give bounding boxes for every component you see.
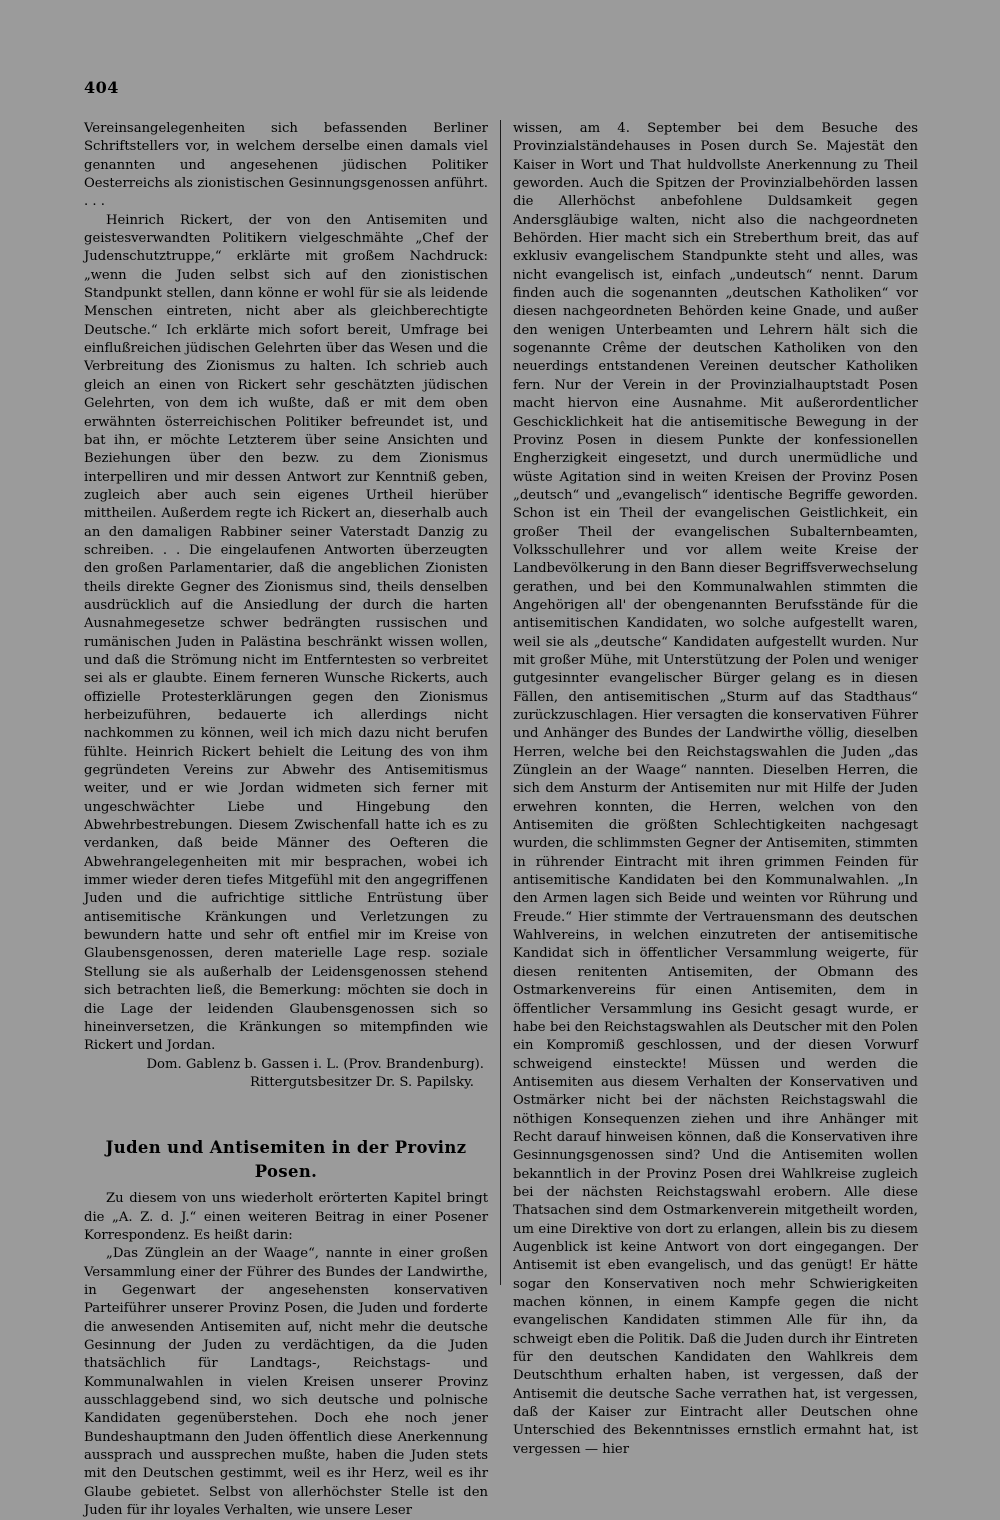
paragraph-rickert: Heinrich Rickert, der von den Antisemiten und geistesverwandten Politikern vielgeschmähte „Chef der Judenschutztruppe,“ erklärte mit großem Nachdruck: „wenn die Juden selbst sich auf den zionistischen Standpunkt stellen, dann könne er wohl für sie als leidende Menschen eintreten, nicht aber als gleichberechtigte Deutsche.“ Ich erklärte mich sofort bereit, Umfrage bei einflußreichen jüdischen Gelehrten über das Wesen und die Verbreitung des Zionismus zu halten. Ich schrieb auch gleich an einen von Rickert sehr geschätzten jüdischen Gelehrten, von dem ich wußte, daß er mit dem oben erwähnten österreichischen Politiker befreundet ist, und bat ihn, er möchte Letzterem über seine Ansichten und Beziehungen über den bezw. zu dem Zionismus interpelliren und mir dessen Antwort zur Kenntniß geben, zugleich aber auch sein eigenes Urtheil hierüber mittheilen. Außerdem regte ich Rickert an, dieserhalb auch an den damaligen Rabbiner seiner Vaterstadt Danzig zu schreiben. . . Die eingelaufenen Antworten überzeugten den großen Parlamentarier, daß die angeblichen Zionisten theils direkte Gegner des Zionismus sind, theils denselben ausdrücklich auf die Ansiedlung der durch die harten Ausnahmegesetze schwer bedrängten russischen und rumänischen Juden in Palästina beschränkt wissen wollen, und daß die Strömung nicht im Entferntesten so verbreitet sei als er glaubte. Einem ferneren Wunsche Rickerts, auch offizielle Protesterklärungen gegen den Zionismus herbeizuführen, bedauerte ich allerdings nicht nachkommen zu können, weil ich mich dazu nicht berufen fühlte. Heinrich Rickert behielt die Leitung des von ihm gegründeten Vereins zur Abwehr des Antisemitismus weiter, und er wie Jordan widmeten sich ferner mit ungeschwächter Liebe und Hingebung den Abwehrbestrebungen. Diesem Zwischenfall hatte ich es zu verdanken, daß beide Männer des Oefteren die Abwehrangelegenheiten mit mir besprachen, wobei ich immer wieder deren tiefes Mitgefühl mit den angegriffenen Juden und die aufrichtige sittliche Entrüstung über antisemitische Kränkungen und Verletzungen zu bewundern hatte und sehr oft entfiel mir im Kreise von Glaubensgenossen, deren materielle Lage resp. soziale Stellung sie als außerhalb der Leidensgenossen stehend sich betrachten ließ, die Bemerkung: möchten sie doch in die Lage der leidenden Glaubensgenossen sich so hineinversetzen, die Kränkungen so mitempfinden wie Rickert und Jordan. [84, 212, 488, 1054]
left-column [84, 120, 488, 1520]
signature-place: Dom. Gablenz b. Gassen i. L. (Prov. Brandenburg). [146, 1056, 484, 1072]
paragraph-intro: Zu diesem von uns wiederholt erörterten Kapitel bringt die „A. Z. d. J.“ einen weiteren Beitrag in einer Posener Korrespondenz. Es heißt darin: [84, 1191, 488, 1243]
signature-name: Rittergutsbesitzer Dr. S. Papilsky. [249, 1074, 474, 1090]
page-number: 404 [84, 78, 119, 97]
right-column [513, 120, 918, 1459]
column-divider [500, 120, 501, 1285]
article-heading: Juden und Antisemiten in der Provinz Posen. [105, 1138, 467, 1182]
paragraph-right: wissen, am 4. September bei dem Besuche des Provinzialständehauses in Posen durch Se. Majestät den Kaiser in Wort und That huldvollste Anerkennung zu Theil geworden. Auch die Spitzen der Provinzialbehörden lassen die Allerhöchst anbefohlene Duldsamkeit gegen Andersgläubige walten, nicht also die nachgeordneten Behörden. Hier macht sich ein Streberthum breit, das auf exklusiv evangelischem Standpunkte steht und alles, was nicht evangelisch ist, einfach „undeutsch“ nennt. Darum finden auch die sogenannten „deutschen Katholiken“ vor diesen nachgeordneten Behörden keine Gnade, und außer den wenigen Unterbeamten und Lehrern hält sich die sogenannte Crême der deutschen Katholiken von den neuerdings entstandenen Vereinen deutscher Katholiken fern. Nur der Verein in der Provinzialhauptstadt Posen macht hiervon eine Ausnahme. Mit außerordentlicher Geschicklichkeit hat die antisemitische Bewegung in der Provinz Posen in diesem Punkte der konfessionellen Engherzigkeit eingesetzt, und durch unermüdliche und wüste Agitation sind in weiten Kreisen der Provinz Posen „deutsch“ und „evangelisch“ identische Begriffe geworden. Schon ist ein Theil der evangelischen Geistlichkeit, ein großer Theil der evangelischen Subalternbeamten, Volksschullehrer und vor allem weite Kreise der Landbevölkerung in den Bann dieser Begriffsverwechselung gerathen, und bei den Kommunalwahlen stimmten die Angehörigen all' der obengenannten Berufsstände für die antisemitischen Kandidaten, wo solche aufgestellt waren, weil sie als „deutsche“ Kandidaten aufgestellt wurden. Nur mit großer Mühe, mit Unterstützung der Polen und weniger gutgesinnter evangelischer Bürger gelang es in diesen Fällen, den antisemitischen „Sturm auf das Stadthaus“ zurückzuschlagen. Hier versagten die konservativen Führer und Anhänger des Bundes der Landwirthe völlig, dieselben Herren, welche bei den Reichstagswahlen die Juden „das Zünglein an der Waage“ nannten. Dieselben Herren, die sich dem Ansturm der Antisemiten nur mit Hilfe der Juden erwehren konnten, die Herren, welchen von den Antisemiten die größten Schlechtigkeiten nachgesagt wurden, die schlimmsten Gegner der Antisemiten, stimmten in rührender Eintracht mit ihren grimmen Feinden für antisemitische Kandidaten bei den Kommunalwahlen. „In den Armen lagen sich Beide und weinten vor Rührung und Freude.“ Hier stimmte der Vertrauensmann des deutschen Wahlvereins, in welchen einzutreten der antisemitische Kandidat sich in öffentlicher Versammlung weigerte, für diesen renitenten Antisemiten, der Obmann des Ostmarkenvereins für einen Antisemiten, dem in öffentlicher Versammlung ins Gesicht gesagt wurde, er habe bei den Reichstagswahlen als Deutscher mit den Polen ein Kompromiß geschlossen, und der diesen Vorwurf schweigend einsteckte! Müssen und werden die Antisemiten aus diesem Verhalten der Konservativen und Ostmärker nicht bei der nächsten Reichstagswahl die nöthigen Konsequenzen ziehen und ihre Anhänger mit Recht darauf hinweisen können, daß die Konservativen ihre Gesinnungsgenossen sind? Und die Antisemiten wollen bekanntlich in der Provinz Posen drei Wahlkreise zugleich bei der nächsten Reichstagswahl erobern. Alle diese Thatsachen sind dem Ostmarkenverein mitgetheilt worden, um eine Direktive von dort zu erlangen, allein bis zu diesem Augenblick ist keine Antwort von dort eingegangen. Der Antisemit ist eben evangelisch, und das genügt! Er hätte sogar den Konservativen noch mehr Schwierigkeiten machen können, in einem Kampfe gegen die nicht evangelischen Kandidaten stimmen Alle für ihn, da schweigt eben die Politik. Daß die Juden durch ihr Eintreten für den deutschen Kandidaten den Wahlkreis dem Deutschthum erhalten haben, ist vergessen, daß der Antisemit die deutsche Sache verrathen hat, ist vergessen, daß der Kaiser zur Eintracht aller Deutschen ohne Unterschied des Bekenntnisses ernstlich ermahnt hat, ist vergessen — hier [513, 121, 918, 1457]
paragraph-quote: „Das Zünglein an der Waage“, nannte in einer großen Versammlung einer der Führer des Bundes der Landwirthe, in Gegenwart der angesehensten konservativen Parteiführer unserer Provinz Posen, die Juden und forderte die anwesenden Antisemiten auf, nicht mehr die deutsche Gesinnung der Juden zu verdächtigen, da die Juden thatsächlich für Landtags-, Reichstags- und Kommunalwahlen in vielen Kreisen unserer Provinz ausschlaggebend sind, wo sich deutsche und polnische Kandidaten gegenüberstehen. Doch ehe noch jener Bundeshauptmann den Juden öffentlich diese Anerkennung aussprach und aussprechen mußte, haben die Juden stets mit den Deutschen gestimmt, weil es ihr Herz, weil es ihr Glaube gebietet. Selbst von allerhöchster Stelle ist den Juden für ihr loyales Verhalten, wie unsere Leser [84, 1246, 488, 1519]
paragraph-continuation: Vereinsangelegenheiten sich befassenden Berliner Schriftstellers vor, in welchem derselbe einen damals viel genannten und angesehenen jüdischen Politiker Oesterreichs als zionistischen Gesinnungsgenossen anführt. . . . [84, 121, 488, 210]
